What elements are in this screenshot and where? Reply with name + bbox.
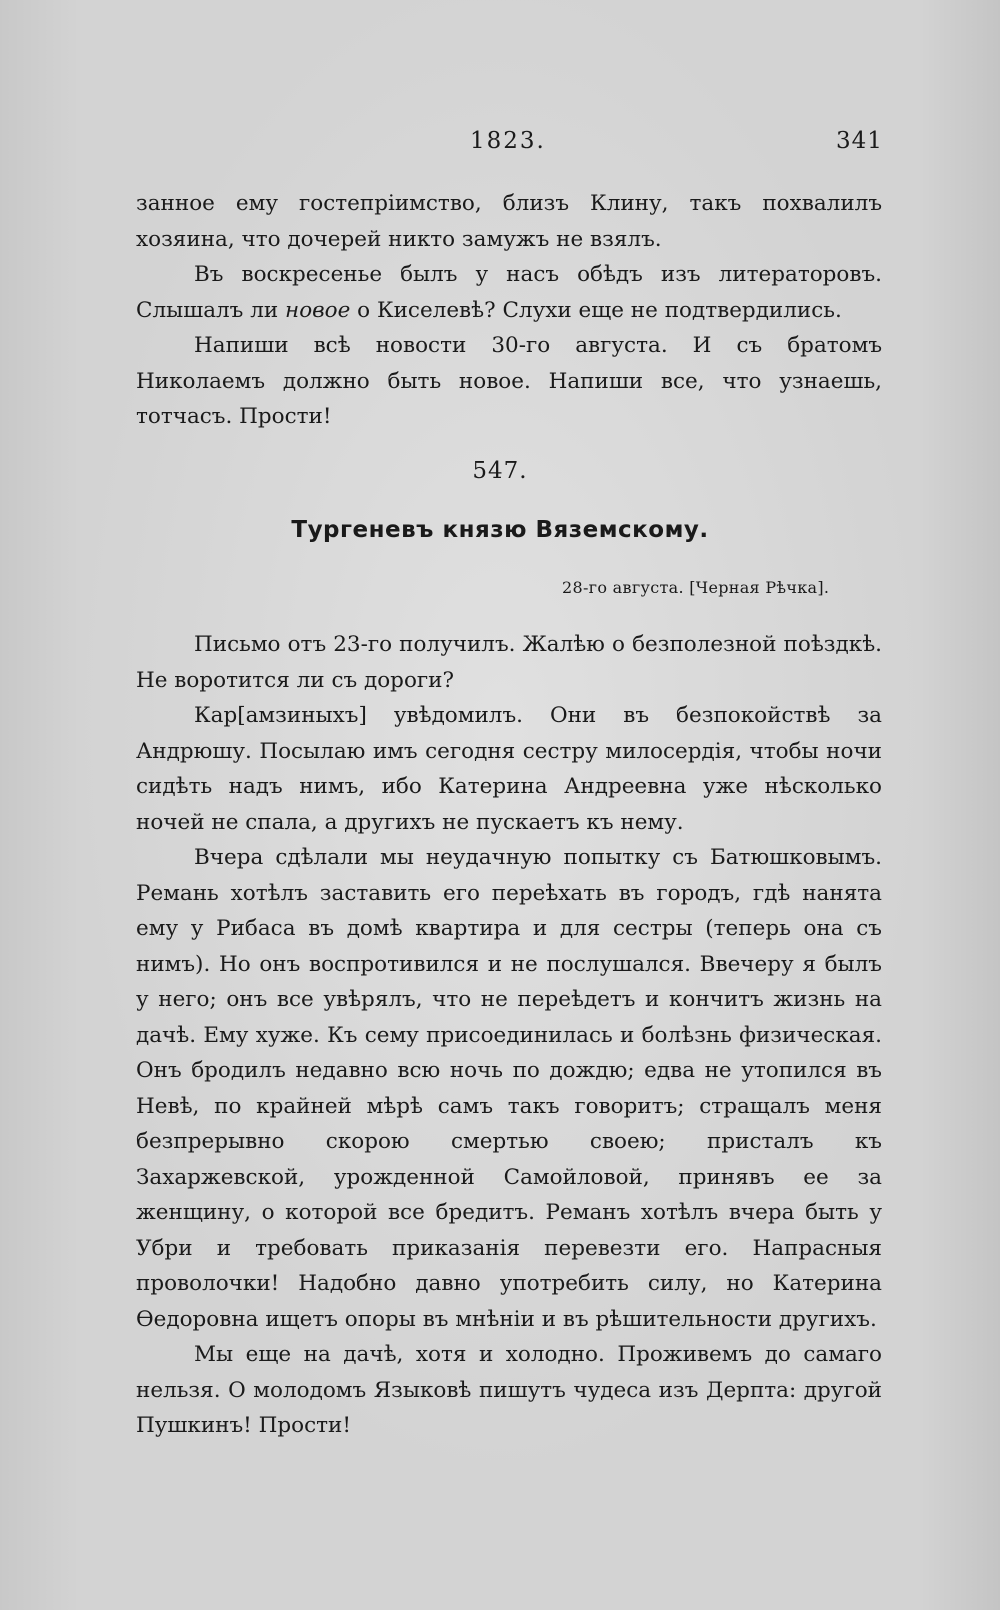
paragraph: Напиши всѣ новости 30-го августа. И съ братомъ Николаемъ должно быть новое. Напиши все, что узнаешь, тотчасъ. Прости!	[136, 333, 882, 429]
letter-number: 547.	[472, 458, 528, 484]
previous-letter-ending	[136, 186, 882, 435]
paragraph: Письмо отъ 23-го получилъ. Жалѣю о безполезной поѣздкѣ. Не воротится ли съ дороги?	[136, 632, 882, 693]
letter-heading: Тургеневъ князю Вяземскому.	[291, 517, 709, 543]
paragraph: Кар[амзиныхъ] увѣдомилъ. Они въ безпокойствѣ за Андрюшу. Посылаю имъ сегодня сестру милосердія, чтобы ночи сидѣть надъ нимъ, ибо Катерина Андреевна уже нѣсколько ночей не спала, а другихъ не пускаетъ къ нему.	[136, 703, 882, 835]
paragraph: Вчера сдѣлали мы неудачную попытку съ Батюшковымъ. Ремань хотѣлъ заставить его переѣхать въ городъ, гдѣ нанята ему у Рибаса въ домѣ квартира и для сестры (теперь она съ нимъ). Но онъ воспротивился и не послушался. Ввечеру я былъ у него; онъ все увѣрялъ, что не переѣдетъ и кончитъ жизнь на дачѣ. Ему хуже. Къ сему присоединилась и болѣзнь физическая. Онъ бродилъ недавно всю ночь по дождю; едва не утопился въ Невѣ, по крайней мѣрѣ самъ такъ говоритъ; стращалъ меня безпрерывно скорою смертью своею; присталъ къ Захаржевской, урожденной Самойловой, принявъ ее за женщину, о которой все бредитъ. Реманъ хотѣлъ вчера быть у Убри и требовать приказанія перевезти его. Напрасныя проволочки! Надобно давно употребить силу, но Катерина Ѳедоровна ищетъ опоры въ мнѣніи и въ рѣшительности другихъ.	[136, 845, 882, 1332]
letter-body	[136, 627, 882, 1444]
letter-dateline: 28-го августа. [Черная Рѣчка].	[562, 578, 830, 597]
paragraph: Мы еще на дачѣ, хотя и холодно. Проживемъ до самаго нельзя. О молодомъ Языковѣ пишутъ чудеса изъ Дерпта: другой Пушкинъ! Прости!	[136, 1342, 882, 1438]
paragraph: занное ему гостепріимство, близъ Клину, такъ похвалилъ хозяина, что дочерей никто замужъ не взялъ.	[136, 191, 882, 252]
running-head	[0, 128, 1000, 168]
page-number: 341	[836, 128, 883, 154]
paragraph	[136, 257, 882, 328]
paragraph-text: Въ воскресенье былъ у насъ обѣдъ изъ литераторовъ. Слышалъ ли	[136, 262, 882, 323]
italic-word: новое	[285, 297, 351, 323]
running-head-year: 1823.	[470, 128, 546, 154]
paragraph-text: о Киселевѣ? Слухи еще не подтвердились.	[350, 297, 842, 323]
